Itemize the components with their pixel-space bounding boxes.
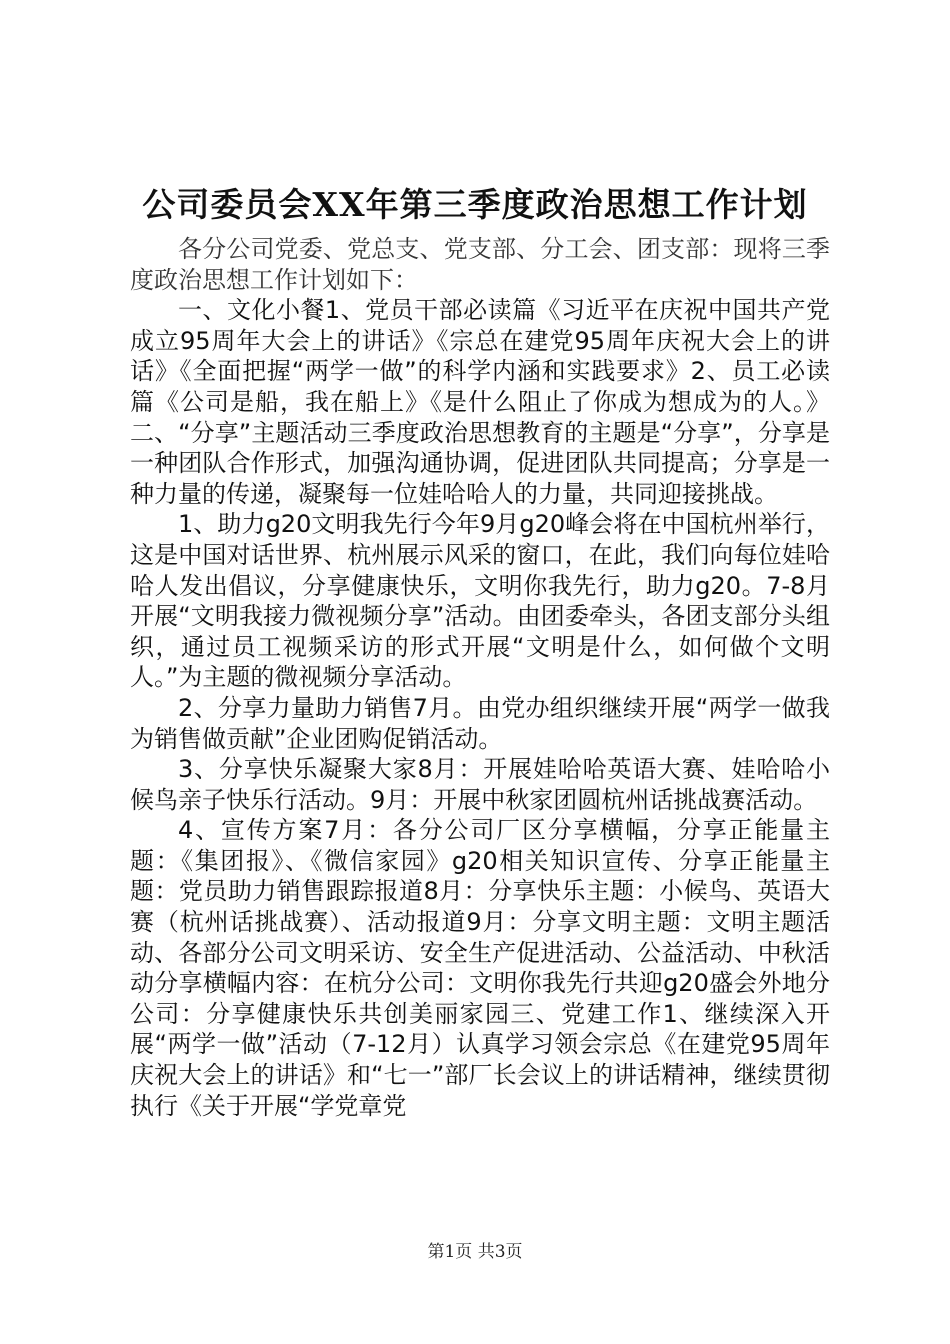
paragraph-item-happiness: 3、分享快乐凝聚大家8月：开展娃哈哈英语大赛、娃哈哈小候鸟亲子快乐行活动。9月：开展中秋家团圆杭州话挑战赛活动。 (130, 755, 830, 814)
paragraph-greeting: 各分公司党委、党总支、党支部、分工会、团支部：现将三季度政治思想工作计划如下： (130, 235, 830, 294)
paragraph-item-g20: 1、助力g20文明我先行今年9月g20峰会将在中国杭州举行，这是中国对话世界、杭州展示风采的窗口，在此，我们向每位娃哈哈人发出倡议，分享健康快乐，文明你我先行，助力g20。7-8月开展“文明我接力微视频分享”活动。由团委牵头，各团支部分头组织，通过员工视频采访的形式开展“文明是什么，如何做个文明人。”为主题的微视频分享活动。 (130, 510, 830, 692)
page-number-footer: 第1页 共3页 (427, 1242, 523, 1262)
paragraph-section-one: 一、文化小餐1、党员干部必读篇《习近平在庆祝中国共产党成立95周年大会上的讲话》《宗总在建党95周年庆祝大会上的讲话》《全面把握“两学一做”的科学内涵和实践要求》2、员工必读篇《公司是船，我在船上》《是什么阻止了你成为想成为的人。》二、“分享”主题活动三季度政治思想教育的主题是“分享”，分享是一种团队合作形式，加强沟通协调，促进团队共同提高；分享是一种力量的传递，凝聚每一位娃哈哈人的力量，共同迎接挑战。 (130, 296, 830, 508)
paragraph-item-sales: 2、分享力量助力销售7月。由党办组织继续开展“两学一做我为销售做贡献”企业团购促销活动。 (130, 693, 830, 753)
document-body (130, 234, 830, 1194)
document-title: 公司委员会XX年第三季度政治思想工作计划 (142, 185, 808, 224)
paragraph-item-publicity: 4、宣传方案7月：各分公司厂区分享横幅，分享正能量主题：《集团报》、《微信家园》g20相关知识宣传、分享正能量主题：党员助力销售跟踪报道8月：分享快乐主题：小候鸟、英语大赛（杭州话挑战赛）、活动报道9月：分享文明主题：文明主题活动、各部分公司文明采访、安全生产促进活动、公益活动、中秋活动分享横幅内容：在杭分公司：文明你我先行共迎g20盛会外地分公司：分享健康快乐共创美丽家园三、党建工作1、继续深入开展“两学一做”活动（7-12月）认真学习领会宗总《在建党95周年庆祝大会上的讲话》和“七一”部厂长会议上的讲话精神，继续贯彻执行《关于开展“学党章党 (130, 816, 830, 1120)
